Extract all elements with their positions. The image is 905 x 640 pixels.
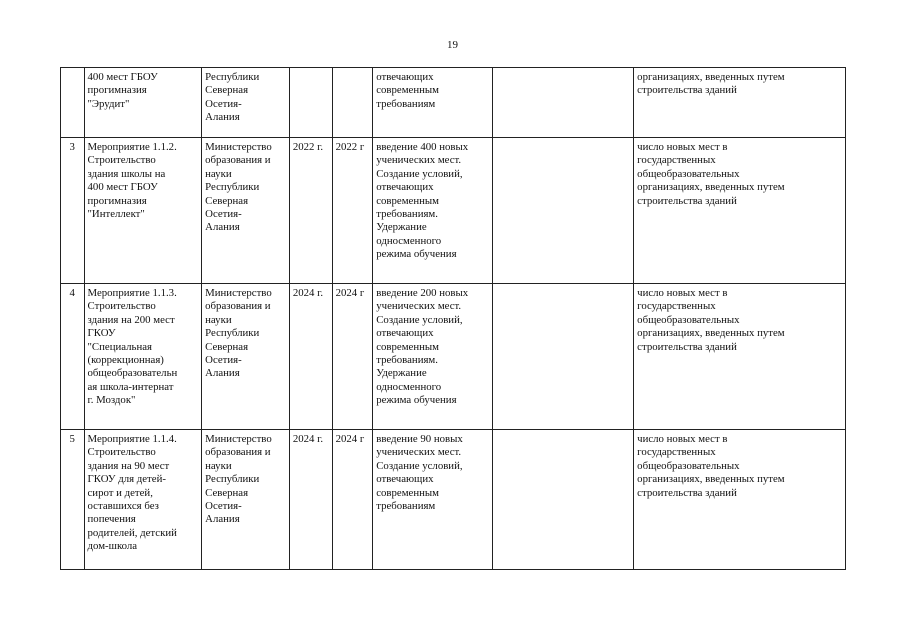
cell-text-line: организациях, введенных путем (637, 473, 785, 486)
cell-text-line: требованиям (376, 500, 436, 513)
cell-text-line: ГКОУ для детей- (87, 473, 166, 486)
indicator-cell (634, 430, 846, 570)
cell-text-line: Удержание (376, 221, 427, 234)
cell-text-line: "Специальная (87, 340, 152, 353)
cell-text-line: Удержание (376, 367, 427, 380)
cell-text-line: Северная (205, 340, 249, 353)
cell-text-line: ученических мест. (376, 154, 462, 167)
cell-text-line: государственных (637, 446, 716, 459)
measure-name-cell (84, 138, 202, 284)
cell-text-line: прогимназия (87, 194, 147, 207)
cell-text-line: Мероприятие 1.1.2. (87, 141, 177, 153)
consequence-cell (493, 68, 634, 138)
cell-text-line: Алания (205, 221, 240, 234)
page-number: 19 (447, 39, 458, 51)
cell-text-line: прогимназия (87, 84, 147, 97)
consequence-cell (493, 284, 634, 430)
cell-text-line: Осетия- (205, 354, 242, 367)
cell-text-line: здания на 90 мест (87, 459, 170, 472)
indicator-cell (634, 284, 846, 430)
cell-text-line: общеобразовательн (87, 367, 178, 380)
cell-text-line: Алания (205, 111, 240, 124)
cell-text-line: организациях, введенных путем (637, 71, 785, 83)
cell-text-line: Министерство (205, 141, 272, 153)
cell-text-line: Осетия- (205, 500, 242, 513)
end-date-cell: 2024 г (332, 430, 373, 570)
cell-text-line: науки (205, 459, 232, 472)
cell-text-line: введение 90 новых (376, 433, 463, 445)
row-number-cell: 4 (61, 284, 85, 430)
cell-text-line: 400 мест ГБОУ (87, 181, 158, 194)
cell-text-line: Осетия- (205, 97, 242, 110)
cell-text-line: отвечающих (376, 71, 434, 83)
cell-text-line: Мероприятие 1.1.4. (87, 433, 177, 445)
cell-text-line: образования и (205, 154, 271, 167)
table-row (61, 430, 846, 570)
cell-text-line: ая школа-интернат (87, 380, 174, 393)
cell-text-line: требованиям (376, 97, 436, 110)
cell-text-line: число новых мест в (637, 433, 728, 445)
cell-text-line: "Эрудит" (87, 97, 130, 110)
cell-text-line: Мероприятие 1.1.3. (87, 287, 177, 299)
cell-text-line: современным (376, 194, 439, 207)
cell-text-line: современным (376, 84, 439, 97)
cell-text-line: современным (376, 486, 439, 499)
table-row (61, 284, 846, 430)
cell-text-line: отвечающих (376, 327, 434, 340)
cell-text-line: родителей, детский (87, 526, 177, 539)
cell-text-line: образования и (205, 300, 271, 313)
cell-text-line: общеобразовательных (637, 459, 740, 472)
cell-text-line: Республики (205, 71, 260, 83)
measure-name-cell (84, 68, 202, 138)
table-row (61, 68, 846, 138)
row-number-cell: 5 (61, 430, 85, 570)
cell-text-line: число новых мест в (637, 287, 728, 299)
measure-name-cell (84, 430, 202, 570)
cell-text-line: Северная (205, 84, 249, 97)
cell-text-line: Строительство (87, 446, 156, 459)
cell-text-line: Строительство (87, 154, 156, 167)
cell-text-line: ГКОУ (87, 327, 116, 340)
executor-cell (202, 430, 290, 570)
cell-text-line: Строительство (87, 300, 156, 313)
cell-text-line: оставшихся без (87, 500, 159, 513)
consequence-cell (493, 430, 634, 570)
cell-text-line: ученических мест. (376, 446, 462, 459)
cell-text-line: организациях, введенных путем (637, 181, 785, 194)
cell-text-line: сирот и детей, (87, 486, 153, 499)
cell-text-line: отвечающих (376, 181, 434, 194)
cell-text-line: здания на 200 мест (87, 313, 175, 326)
expected-result-cell (373, 138, 493, 284)
cell-text-line: Создание условий, (376, 167, 463, 180)
cell-text-line: современным (376, 340, 439, 353)
cell-text-line: здания школы на (87, 167, 166, 180)
cell-text-line: односменного (376, 234, 442, 247)
cell-text-line: попечения (87, 513, 136, 526)
program-measures-table (60, 67, 846, 570)
cell-text-line: (коррекционная) (87, 354, 164, 367)
end-date-cell: 2022 г (332, 138, 373, 284)
start-date-cell: 2024 г. (289, 430, 332, 570)
start-date-cell (289, 68, 332, 138)
cell-text-line: Министерство (205, 433, 272, 445)
cell-text-line: государственных (637, 300, 716, 313)
cell-text-line: введение 400 новых (376, 141, 469, 153)
cell-text-line: "Интеллект" (87, 208, 145, 221)
cell-text-line: общеобразовательных (637, 167, 740, 180)
cell-text-line: режима обучения (376, 248, 457, 261)
executor-cell (202, 284, 290, 430)
indicator-cell (634, 68, 846, 138)
start-date-cell: 2024 г. (289, 284, 332, 430)
cell-text-line: введение 200 новых (376, 287, 469, 299)
indicator-cell (634, 138, 846, 284)
cell-text-line: Создание условий, (376, 313, 463, 326)
cell-text-line: Осетия- (205, 208, 242, 221)
cell-text-line: ученических мест. (376, 300, 462, 313)
cell-text-line: науки (205, 167, 232, 180)
cell-text-line: Северная (205, 194, 249, 207)
cell-text-line: Северная (205, 486, 249, 499)
cell-text-line: строительства зданий (637, 486, 737, 499)
cell-text-line: режима обучения (376, 394, 457, 407)
cell-text-line: государственных (637, 154, 716, 167)
cell-text-line: отвечающих (376, 473, 434, 486)
executor-cell (202, 138, 290, 284)
table-row (61, 138, 846, 284)
cell-text-line: дом-школа (87, 540, 138, 553)
expected-result-cell (373, 284, 493, 430)
expected-result-cell (373, 68, 493, 138)
cell-text-line: Республики (205, 473, 260, 486)
cell-text-line: науки (205, 313, 232, 326)
row-number-cell: 3 (61, 138, 85, 284)
cell-text-line: строительства зданий (637, 84, 737, 97)
row-number-cell (61, 68, 85, 138)
cell-text-line: Республики (205, 327, 260, 340)
cell-text-line: односменного (376, 380, 442, 393)
end-date-cell (332, 68, 373, 138)
cell-text-line: организациях, введенных путем (637, 327, 785, 340)
cell-text-line: образования и (205, 446, 271, 459)
end-date-cell: 2024 г (332, 284, 373, 430)
cell-text-line: г. Моздок" (87, 394, 136, 407)
cell-text-line: требованиям. (376, 354, 438, 367)
expected-result-cell (373, 430, 493, 570)
cell-text-line: Алания (205, 513, 240, 526)
cell-text-line: Республики (205, 181, 260, 194)
cell-text-line: Министерство (205, 287, 272, 299)
cell-text-line: общеобразовательных (637, 313, 740, 326)
cell-text-line: строительства зданий (637, 340, 737, 353)
cell-text-line: требованиям. (376, 208, 438, 221)
consequence-cell (493, 138, 634, 284)
cell-text-line: 400 мест ГБОУ (87, 71, 158, 83)
measure-name-cell (84, 284, 202, 430)
cell-text-line: Создание условий, (376, 459, 463, 472)
cell-text-line: число новых мест в (637, 141, 728, 153)
executor-cell (202, 68, 290, 138)
start-date-cell: 2022 г. (289, 138, 332, 284)
cell-text-line: Алания (205, 367, 240, 380)
cell-text-line: строительства зданий (637, 194, 737, 207)
